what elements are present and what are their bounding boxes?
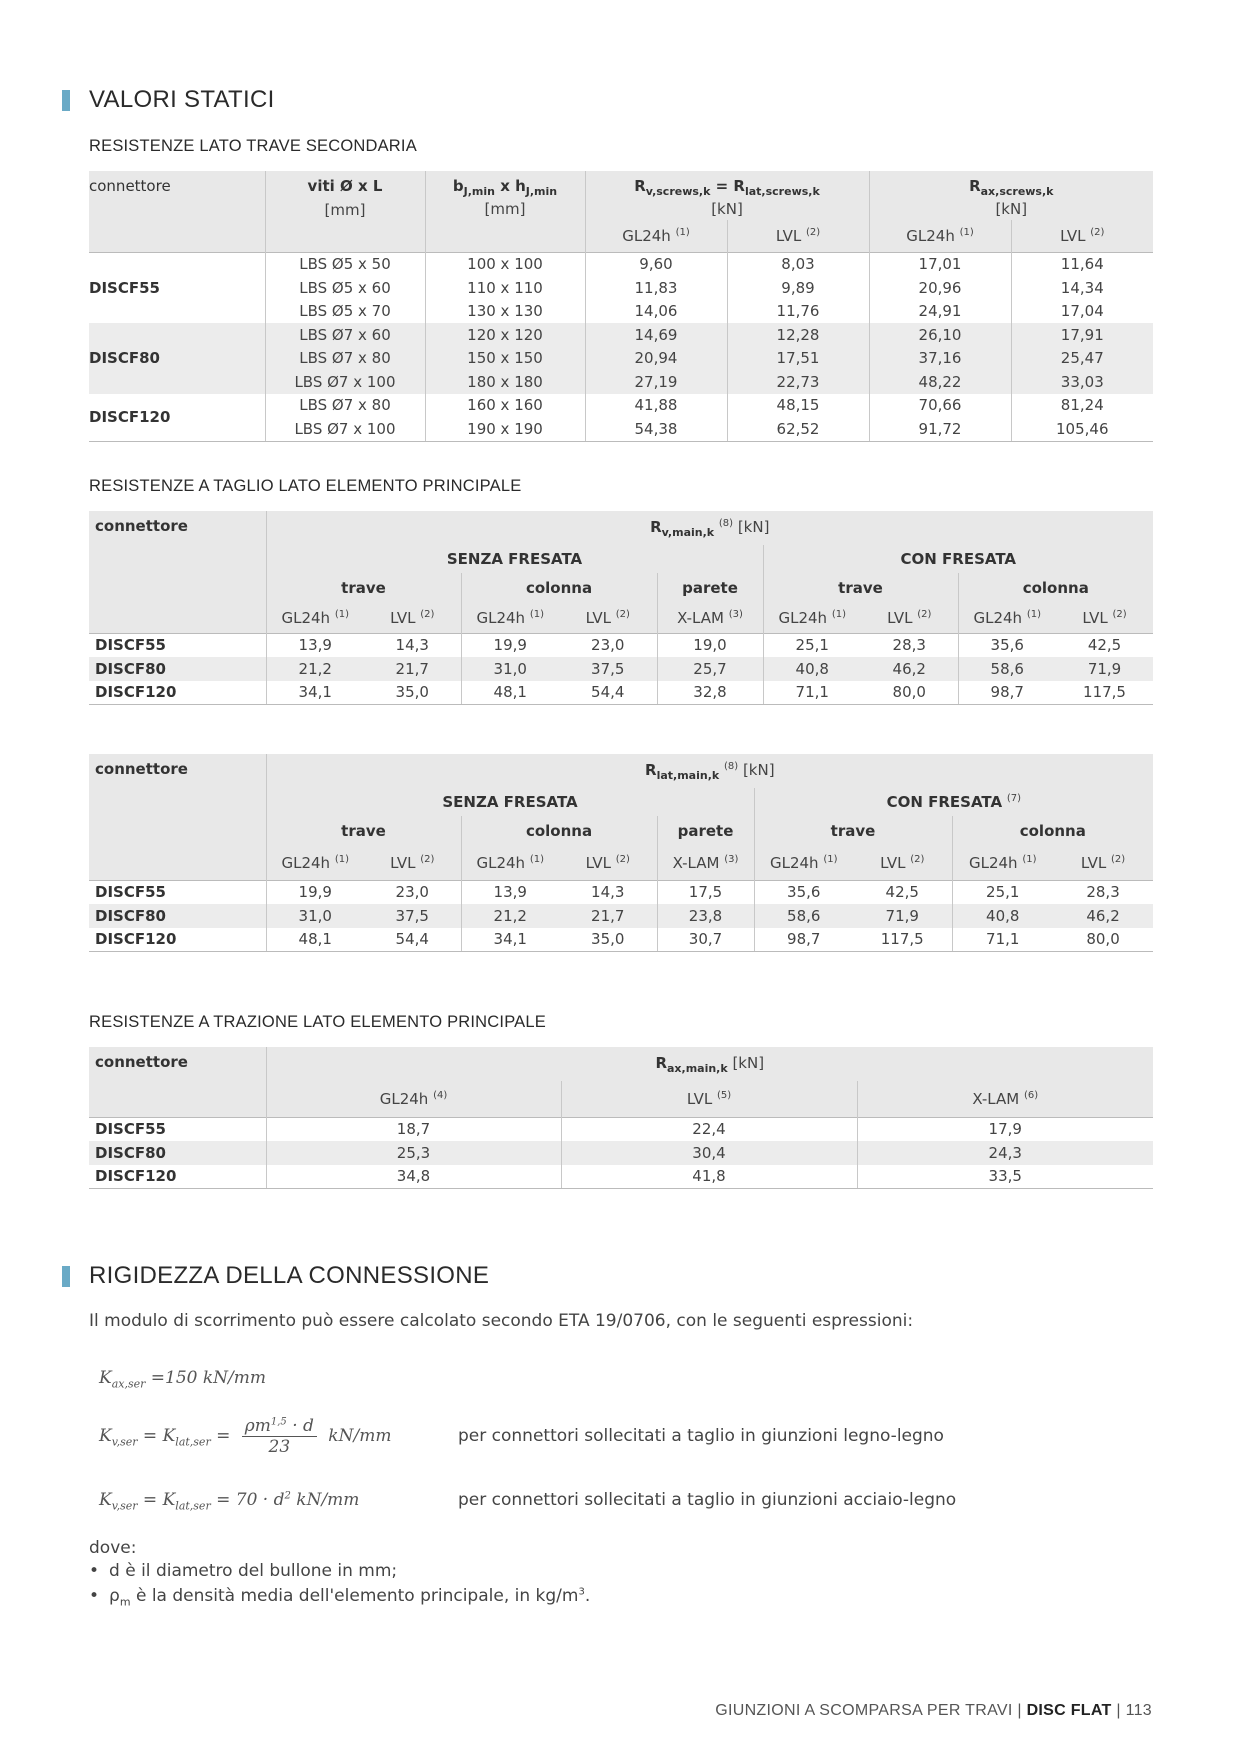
formula-kax: $K_{ax,ser} =150$ kN/mm [99,1368,267,1391]
page-number: 113 [1125,1702,1152,1719]
fraction: $\frac{\rho m^{1,5} \cdot d}{23}$ [242,1416,317,1457]
section-heading-valori [62,86,275,114]
list-item: • d è il diametro del bullone in mm; [89,1561,398,1581]
formula-kv-legno: $K_{v,ser} = K_{lat,ser}$ = $\frac{\rho m^{1,5} \cdot d}{23}$ kN/mm [99,1416,392,1457]
section-title: RIGIDEZZA DELLA CONNESSIONE [89,1262,490,1289]
table-row: LBS Ø5 x 70 130 x 130 14,06 11,76 24,91 17,04 [89,300,1153,324]
table-row: DISCF80 25,3 30,4 24,3 [89,1141,1153,1165]
table4-subtitle: RESISTENZE A TRAZIONE LATO ELEMENTO PRINCIPALE [89,1013,546,1031]
header-lvl: LVL $^{(2)}$ [727,220,869,252]
table-row: DISCF80 LBS Ø7 x 60 120 x 120 14,69 12,28 26,10 17,91 [89,323,1153,347]
header-rax-main: $R_{ax,main,k}$ [kN] [266,1047,1153,1081]
page-footer: GIUNZIONI A SCOMPARSA PER TRAVI | DISC FLAT | 113 [715,1702,1152,1719]
table-row: LBS Ø5 x 60 110 x 110 11,83 9,89 20,96 14,34 [89,276,1153,300]
header-bj-hj: $b_{J,min}$ x $h_{J,min}$ [mm] [425,171,585,252]
header-rax-unit: [kN] [869,198,1153,220]
table-row: DISCF55 13,9 14,3 19,9 23,0 19,0 25,1 28,3 35,6 42,5 [89,633,1153,657]
table-row: LBS Ø7 x 80 150 x 150 20,94 17,51 37,16 25,47 [89,347,1153,371]
table1-subtitle: RESISTENZE LATO TRAVE SECONDARIA [89,137,417,155]
section-marker [62,90,70,111]
header-gl24h: GL24h $^{(1)}$ [869,220,1011,252]
table-row: DISCF80 31,0 37,5 21,2 21,7 23,8 58,6 71,9 40,8 46,2 [89,904,1153,928]
header-connettore: connettore [89,171,265,252]
table-row: LBS Ø7 x 100 180 x 180 27,19 22,73 48,22 33,03 [89,370,1153,394]
footer-brand: DISC FLAT [1026,1702,1112,1719]
header-rlat-main: $R_{lat,main,k}$ $^{(8)}$ [kN] [266,754,1153,788]
header-con-fresata: CON FRESATA $^{(7)}$ [754,788,1153,816]
table-taglio-elemento-principale: connettore $R_{v,main,k}$ $^{(8)}$ [kN] SENZA FRESATA CON FRESATA trave colonna parete trave colonna GL24h $^{(1)}$ LVL $^{(2)}$ GL24h $^{(1)}$ LVL $^{(2)}$ X-LAM $^{(3)}$ GL24h $^{(1)}$ LVL $^{(2)}$ GL24h $^{(1)}$ LVL $^{(2)}$ DISCF55 13,9 14,3 19,9 23,0 19,0 25,1 28,3 35,6 42,5 DISCF80 21,2 21,7 31,0 37,5 25,7 40,8 46,2 58,6 71,9 DISCF120 34,1 35,0 48,1 54,4 32,8 71,1 80,0 98,7 117,5 [89,511,1153,705]
header-colonna: colonna [958,573,1153,603]
header-rv-unit: [kN] [585,198,869,220]
section-marker [62,1266,70,1287]
header-colonna: colonna [461,816,657,846]
header-con-fresata: CON FRESATA [763,545,1153,573]
header-connettore: connettore [89,1047,266,1117]
header-senza-fresata: SENZA FRESATA [266,788,754,816]
header-trave: trave [763,573,958,603]
header-lvl: LVL $^{(2)}$ [1011,220,1153,252]
header-gl24h: GL24h $^{(1)}$ [585,220,727,252]
header-connettore: connettore [89,754,266,880]
formula-note-acciaio: per connettori sollecitati a taglio in giunzioni acciaio-legno [458,1490,957,1510]
header-parete: parete [657,573,763,603]
header-parete: parete [657,816,754,846]
header-rv-screws: $R_{v,screws,k} = R_{lat,screws,k}$ [585,171,869,198]
section-title: VALORI STATICI [89,86,275,113]
header-connettore: connettore [89,511,266,633]
header-trave: trave [266,816,461,846]
table-row: DISCF120 34,1 35,0 48,1 54,4 32,8 71,1 80,0 98,7 117,5 [89,681,1153,705]
header-trave: trave [754,816,952,846]
formula-note-legno: per connettori sollecitati a taglio in giunzioni legno-legno [458,1426,944,1446]
dove-label: dove: [89,1538,137,1558]
table-trazione-elemento-principale: connettore $R_{ax,main,k}$ [kN] GL24h $^{(4)}$ LVL $^{(5)}$ X-LAM $^{(6)}$ DISCF55 18,7 22,4 17,9 DISCF80 25,3 30,4 24,3 DISCF120 34,8 41,8 33,5 [89,1047,1153,1189]
header-rv-main: $R_{v,main,k}$ $^{(8)}$ [kN] [266,511,1153,545]
table-row: LBS Ø7 x 100 190 x 190 54,38 62,52 91,72 105,46 [89,417,1153,441]
table-row: DISCF55 LBS Ø5 x 50 100 x 100 9,60 8,03 17,01 11,64 [89,252,1153,276]
table-row: DISCF120 34,8 41,8 33,5 [89,1165,1153,1189]
header-colonna: colonna [952,816,1153,846]
header-trave: trave [266,573,461,603]
formula-kv-acciaio: $K_{v,ser} = K_{lat,ser} = 70 \cdot d^2$ kN/mm [99,1490,360,1513]
table-row: DISCF80 21,2 21,7 31,0 37,5 25,7 40,8 46,2 58,6 71,9 [89,657,1153,681]
table-row: DISCF55 18,7 22,4 17,9 [89,1117,1153,1141]
header-viti: viti Ø x L [mm] [265,171,425,252]
table-resistenze-trave-secondaria [89,171,1153,442]
section-heading-rigidezza [62,1262,489,1290]
header-colonna: colonna [461,573,657,603]
intro-paragraph: Il modulo di scorrimento può essere calcolato secondo ETA 19/0706, con le seguenti espressioni: [89,1311,914,1331]
header-senza-fresata: SENZA FRESATA [266,545,763,573]
header-rax-screws: $R_{ax,screws,k}$ [869,171,1153,198]
table-row: DISCF120 48,1 54,4 34,1 35,0 30,7 98,7 117,5 71,1 80,0 [89,928,1153,952]
list-item: • $\rho_m$ è la densità media dell'elemento principale, in $kg/m^3$. [89,1586,591,1609]
table-lat-elemento-principale: connettore $R_{lat,main,k}$ $^{(8)}$ [kN] SENZA FRESATA CON FRESATA $^{(7)}$ trave colonna parete trave colonna GL24h $^{(1)}$ LVL $^{(2)}$ GL24h $^{(1)}$ LVL $^{(2)}$ X-LAM $^{(3)}$ GL24h $^{(1)}$ LVL $^{(2)}$ GL24h $^{(1)}$ LVL $^{(2)}$ DISCF55 19,9 23,0 13,9 14,3 17,5 35,6 42,5 25,1 28,3 DISCF80 31,0 37,5 21,2 21,7 23,8 58,6 71,9 40,8 46,2 DISCF120 48,1 54,4 34,1 35,0 30,7 98,7 117,5 71,1 80,0 [89,754,1153,952]
table-row: DISCF120 LBS Ø7 x 80 160 x 160 41,88 48,15 70,66 81,24 [89,394,1153,418]
table-row: DISCF55 19,9 23,0 13,9 14,3 17,5 35,6 42,5 25,1 28,3 [89,880,1153,904]
table2-subtitle: RESISTENZE A TAGLIO LATO ELEMENTO PRINCIPALE [89,477,522,495]
